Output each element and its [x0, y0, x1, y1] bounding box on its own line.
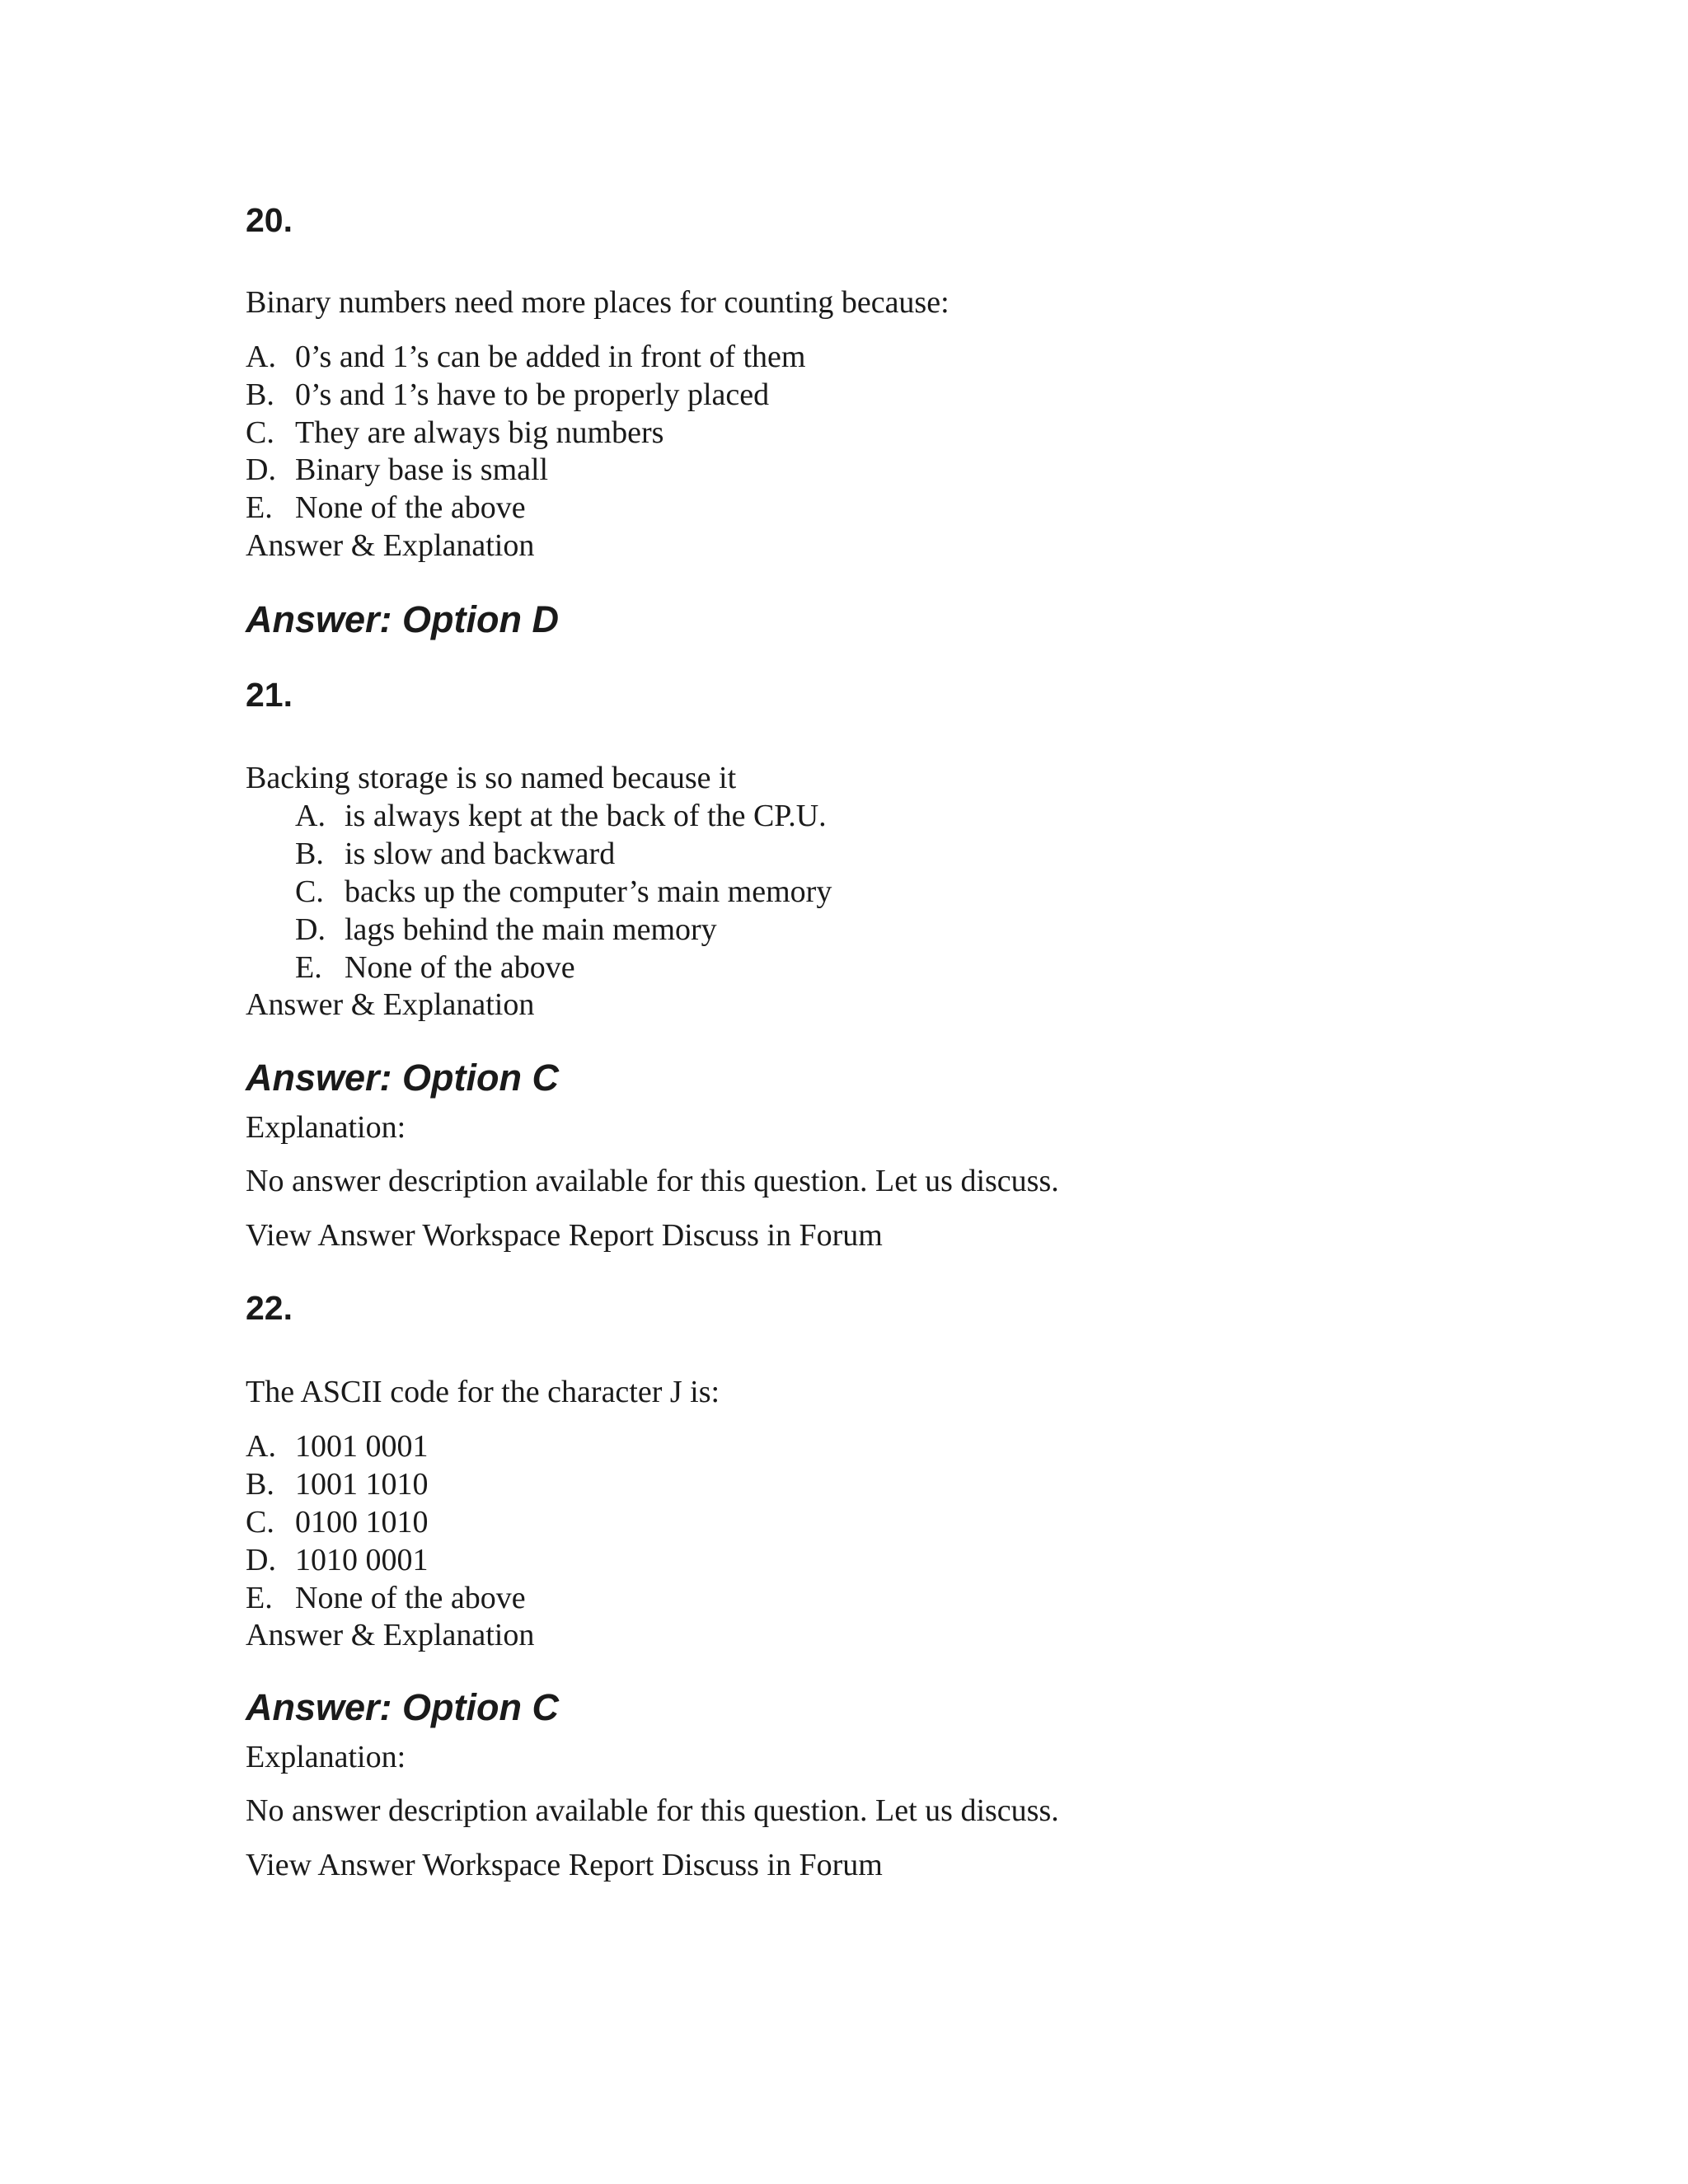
question-22-explanation-label: Explanation:: [246, 1740, 406, 1774]
question-22-option-e: [246, 1582, 526, 1614]
option-text: lags behind the main memory: [345, 912, 717, 947]
option-text: None of the above: [295, 490, 526, 525]
question-20-option-a: [246, 341, 805, 373]
question-21-option-d: [295, 914, 717, 945]
option-letter: C.: [295, 874, 324, 909]
option-letter: C.: [246, 415, 274, 450]
question-22-number: 22.: [246, 1289, 293, 1327]
question-20-answer-link[interactable]: Answer & Explanation: [246, 528, 535, 563]
question-20-option-e: [246, 492, 526, 523]
question-21-explanation-label: Explanation:: [246, 1110, 406, 1145]
option-text: 1001 1010: [295, 1467, 429, 1502]
question-22-explanation: No answer description available for this question. Let us discuss.: [246, 1793, 1059, 1828]
question-22-text: The ASCII code for the character J is:: [246, 1375, 720, 1409]
option-letter: B.: [246, 1467, 274, 1502]
question-20-answer: Answer: Option D: [246, 598, 559, 640]
option-letter: D.: [246, 452, 276, 487]
option-text: 1010 0001: [295, 1543, 429, 1577]
question-20-option-d: [246, 454, 548, 485]
question-20-text: Binary numbers need more places for counting because:: [246, 285, 950, 320]
question-21-number: 21.: [246, 676, 293, 714]
option-text: None of the above: [345, 950, 575, 985]
question-20-option-c: [246, 417, 663, 448]
option-text: 0’s and 1’s can be added in front of them: [295, 340, 806, 374]
question-22-option-b: [246, 1469, 429, 1500]
question-22-option-a: [246, 1431, 429, 1462]
question-21-actions[interactable]: View Answer Workspace Report Discuss in Forum: [246, 1218, 883, 1253]
option-text: is slow and backward: [345, 837, 616, 871]
option-letter: E.: [246, 1581, 273, 1615]
option-text: 1001 0001: [295, 1429, 429, 1464]
question-21-answer: Answer: Option C: [246, 1057, 559, 1099]
option-letter: D.: [295, 912, 326, 947]
option-text: They are always big numbers: [295, 415, 664, 450]
option-letter: A.: [295, 799, 326, 833]
option-letter: E.: [295, 950, 322, 985]
option-text: None of the above: [295, 1581, 526, 1615]
question-21-option-a: [295, 800, 827, 832]
question-21-option-c: [295, 876, 832, 907]
question-21-option-b: [295, 838, 615, 869]
question-21-text: Backing storage is so named because it: [246, 761, 737, 795]
option-letter: A.: [246, 1429, 276, 1464]
option-letter: A.: [246, 340, 276, 374]
question-20-number: 20.: [246, 201, 293, 239]
question-22-answer-link[interactable]: Answer & Explanation: [246, 1618, 535, 1652]
option-letter: C.: [246, 1505, 274, 1540]
question-22-option-c: [246, 1507, 429, 1538]
option-text: 0’s and 1’s have to be properly placed: [295, 377, 770, 412]
question-22-option-d: [246, 1544, 429, 1576]
option-letter: B.: [295, 837, 324, 871]
option-text: is always kept at the back of the CP.U.: [345, 799, 827, 833]
option-letter: E.: [246, 490, 273, 525]
question-20-option-b: [246, 379, 769, 410]
question-21-option-e: [295, 952, 575, 983]
option-text: 0100 1010: [295, 1505, 429, 1540]
option-letter: D.: [246, 1543, 276, 1577]
option-letter: B.: [246, 377, 274, 412]
question-21-explanation: No answer description available for this question. Let us discuss.: [246, 1164, 1059, 1198]
question-22-answer: Answer: Option C: [246, 1686, 559, 1728]
option-text: Binary base is small: [295, 452, 549, 487]
option-text: backs up the computer’s main memory: [345, 874, 832, 909]
question-22-actions[interactable]: View Answer Workspace Report Discuss in Forum: [246, 1848, 883, 1882]
question-21-answer-link[interactable]: Answer & Explanation: [246, 987, 535, 1022]
